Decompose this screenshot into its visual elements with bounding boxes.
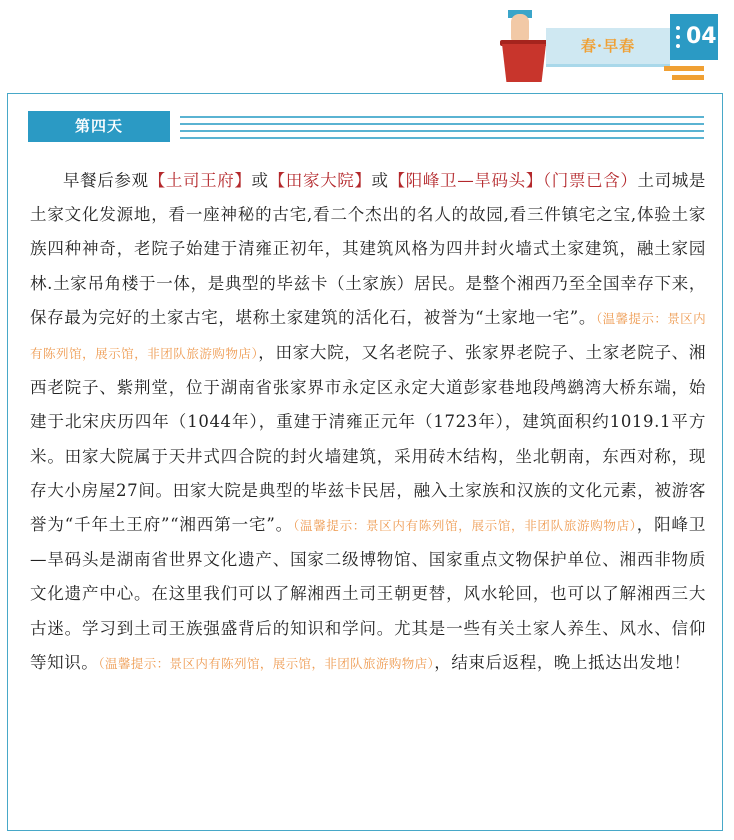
orange-stripe <box>664 66 704 71</box>
warm-tip: （温馨提示：景区内有陈列馆，展示馆，非团队旅游购物店） <box>30 310 706 362</box>
itinerary-text <box>30 164 706 681</box>
warm-tip: （温馨提示：景区内有陈列馆，展示馆，非团队旅游购物店） <box>293 518 637 534</box>
hand-illustration <box>511 14 529 42</box>
warm-tip: （温馨提示：景区内有陈列馆，展示馆，非团队旅游购物店） <box>98 655 435 671</box>
intro-text: 早餐后参观 <box>63 171 149 190</box>
paragraph-text: ，田家大院，又名老院子、张家界老院子、土家老院子、湘西老院子、紫荆堂，位于湖南省张家界市永定区永定大道彭家巷地段鸬鹚湾大桥东端，始建于北宋庆历四年（1044年），重建于清雍正元年（1723年），建筑面积约1019.1平方米。田家大院属于天井式四合院的封火墙建筑，采用砖木结构，坐北朝南，东西对称，现存大小房屋27间。田家大院是典型的毕兹卡民居，融入土家族和汉族的文化元素，被游客誉为“千年土王府”“湘西第一宅”。 <box>30 343 706 535</box>
tag-underline <box>546 64 670 67</box>
page-header <box>0 0 734 92</box>
dots-icon <box>676 26 680 48</box>
attraction-link: 【土司王府】 <box>148 171 252 190</box>
ticket-note: （门票已含） <box>542 171 638 190</box>
red-cup-illustration <box>502 44 546 82</box>
closing-text: ，结束后返程，晚上抵达出发地！ <box>434 652 691 672</box>
header-rule <box>180 137 704 139</box>
orange-stripe <box>672 75 704 80</box>
header-rule <box>180 116 704 118</box>
attraction-link: 【阳峰卫—旱码头】 <box>388 171 543 190</box>
attraction-link: 【田家大院】 <box>268 171 372 190</box>
season-tag: 春·早春 <box>580 37 636 55</box>
paragraph-text: 土司城是土家文化发源地，看一座神秘的古宅,看二个杰出的名人的故园,看三件镇宅之宝,体验土家族四种神奇，老院子始建于清雍正初年，其建筑风格为四井封火墙式土家建筑，融土家园林.土家吊角楼于一体，是典型的毕兹卡（土家族）居民。是整个湘西乃至全国幸存下来，保存最为完好的土家古宅，堪称土家建筑的活化石，被誉为“土家地一宅”。 <box>30 171 706 327</box>
paragraph-text: ，阳峰卫—旱码头是湖南省世界文化遗产、国家二级博物馆、国家重点文物保护单位、湘西非物质文化遗产中心。在这里我们可以了解湘西土司王朝更替，风水轮回，也可以了解湘西三大古迷。学习到土司王族强盛背后的知识和学问。尤其是一些有关土家人养生、风水、信仰等知识。 <box>30 515 706 672</box>
or-text: 或 <box>251 171 269 190</box>
chapter-number: 04 <box>686 24 717 49</box>
or-text: 或 <box>371 171 389 190</box>
header-rule <box>180 123 704 125</box>
header-rule <box>180 130 704 132</box>
chapter-number-box <box>670 14 718 60</box>
day-label: 第四天 <box>28 111 170 142</box>
